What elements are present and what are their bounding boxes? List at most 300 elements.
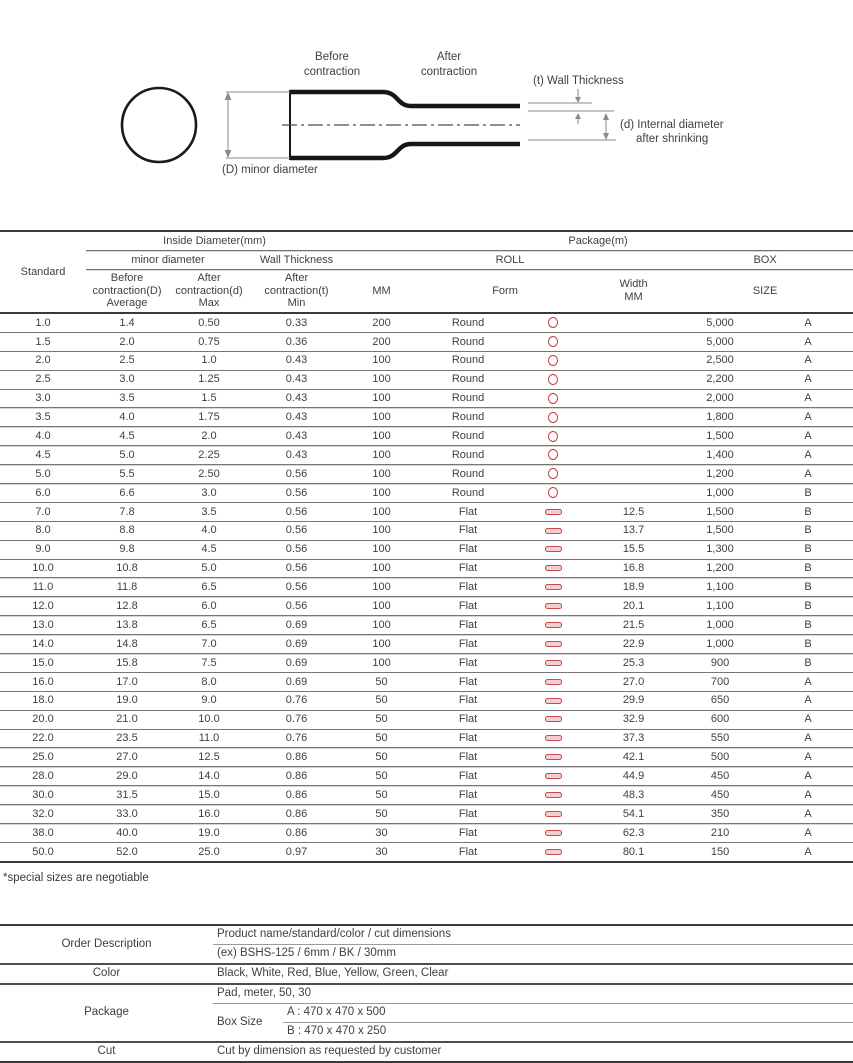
mm-cell: 100: [343, 389, 420, 408]
standard-cell: 3.5: [0, 408, 86, 427]
mm-cell: 100: [343, 502, 420, 521]
mm-cell: 50: [343, 729, 420, 748]
form-cell: Flat: [420, 635, 516, 654]
header-after-max-l1: After: [197, 272, 221, 285]
max-after-cell: 3.0: [168, 484, 250, 503]
min-wall-cell: 0.69: [250, 672, 343, 691]
form-symbol-cell: [516, 351, 590, 370]
form-cell: Flat: [420, 805, 516, 824]
form-cell: Round: [420, 427, 516, 446]
spec-row: [0, 842, 853, 861]
flat-symbol-icon: [545, 641, 562, 647]
form-symbol-cell: [516, 389, 590, 408]
qty-cell: 2,500: [677, 351, 763, 370]
standard-cell: 12.0: [0, 597, 86, 616]
mm-cell: 100: [343, 654, 420, 673]
mm-cell: 100: [343, 597, 420, 616]
standard-cell: 13.0: [0, 616, 86, 635]
min-wall-cell: 0.56: [250, 597, 343, 616]
flat-symbol-icon: [545, 546, 562, 552]
order-description-row-1: [0, 925, 853, 945]
order-description-label: Order Description: [0, 925, 213, 964]
standard-cell: 50.0: [0, 842, 86, 861]
form-symbol-cell: [516, 729, 590, 748]
size-cell: A: [763, 389, 853, 408]
header-row-2: [0, 251, 853, 270]
form-symbol-cell: [516, 578, 590, 597]
form-cell: Flat: [420, 654, 516, 673]
header-box: BOX: [677, 251, 853, 270]
form-symbol-cell: [516, 805, 590, 824]
round-symbol-icon: [548, 355, 558, 366]
width-cell: 80.1: [590, 842, 677, 861]
mm-cell: 100: [343, 427, 420, 446]
max-after-cell: 7.5: [168, 654, 250, 673]
width-cell: [590, 313, 677, 332]
standard-cell: 8.0: [0, 521, 86, 540]
width-cell: [590, 351, 677, 370]
form-cell: Flat: [420, 578, 516, 597]
form-cell: Round: [420, 370, 516, 389]
qty-cell: 1,500: [677, 427, 763, 446]
qty-cell: 2,000: [677, 389, 763, 408]
min-wall-cell: 0.56: [250, 465, 343, 484]
min-wall-cell: 0.56: [250, 502, 343, 521]
color-label: Color: [0, 964, 213, 984]
mm-cell: 200: [343, 313, 420, 332]
spec-row: [0, 351, 853, 370]
package-label: Package: [0, 984, 213, 1042]
max-after-cell: 1.0: [168, 351, 250, 370]
max-after-cell: 16.0: [168, 805, 250, 824]
max-after-cell: 1.25: [168, 370, 250, 389]
spec-row: [0, 786, 853, 805]
qty-cell: 450: [677, 767, 763, 786]
header-wall-thickness: Wall Thickness: [250, 251, 343, 270]
form-symbol-cell: [516, 635, 590, 654]
width-cell: [590, 484, 677, 503]
standard-cell: 28.0: [0, 767, 86, 786]
mm-cell: 50: [343, 748, 420, 767]
mm-cell: 30: [343, 842, 420, 861]
form-symbol-cell: [516, 559, 590, 578]
max-after-cell: 7.0: [168, 635, 250, 654]
min-wall-cell: 0.43: [250, 446, 343, 465]
avg-before-cell: 21.0: [86, 710, 168, 729]
qty-cell: 450: [677, 786, 763, 805]
round-symbol-icon: [548, 449, 558, 460]
width-cell: 42.1: [590, 748, 677, 767]
form-cell: Round: [420, 465, 516, 484]
round-symbol-icon: [548, 393, 558, 404]
round-symbol-icon: [548, 317, 558, 328]
header-minor-diameter: minor diameter: [86, 251, 250, 270]
box-size-b: B : 470 x 470 x 250: [283, 1023, 853, 1043]
max-after-cell: 2.50: [168, 465, 250, 484]
order-description-line2: (ex) BSHS-125 / 6mm / BK / 30mm: [213, 945, 853, 965]
mm-cell: 50: [343, 805, 420, 824]
mm-cell: 50: [343, 710, 420, 729]
max-after-cell: 2.0: [168, 427, 250, 446]
max-after-cell: 14.0: [168, 767, 250, 786]
width-cell: 13.7: [590, 521, 677, 540]
size-cell: B: [763, 502, 853, 521]
min-wall-cell: 0.56: [250, 484, 343, 503]
standard-cell: 32.0: [0, 805, 86, 824]
form-symbol-cell: [516, 767, 590, 786]
spec-row: [0, 824, 853, 843]
width-cell: 25.3: [590, 654, 677, 673]
size-cell: A: [763, 824, 853, 843]
form-cell: Flat: [420, 729, 516, 748]
spec-row: [0, 578, 853, 597]
max-after-cell: 3.5: [168, 502, 250, 521]
spec-row: [0, 484, 853, 503]
avg-before-cell: 13.8: [86, 616, 168, 635]
spec-row: [0, 408, 853, 427]
flat-symbol-icon: [545, 735, 562, 741]
standard-cell: 4.0: [0, 427, 86, 446]
qty-cell: 1,100: [677, 597, 763, 616]
mm-cell: 100: [343, 484, 420, 503]
mm-cell: 100: [343, 521, 420, 540]
qty-cell: 1,300: [677, 540, 763, 559]
size-cell: A: [763, 805, 853, 824]
min-wall-cell: 0.76: [250, 710, 343, 729]
min-wall-cell: 0.76: [250, 729, 343, 748]
min-wall-cell: 0.56: [250, 578, 343, 597]
standard-cell: 7.0: [0, 502, 86, 521]
form-cell: Flat: [420, 767, 516, 786]
standard-cell: 9.0: [0, 540, 86, 559]
avg-before-cell: 31.5: [86, 786, 168, 805]
max-after-cell: 9.0: [168, 691, 250, 710]
form-cell: Round: [420, 313, 516, 332]
form-cell: Round: [420, 389, 516, 408]
size-cell: B: [763, 635, 853, 654]
spec-row: [0, 654, 853, 673]
color-row: [0, 964, 853, 984]
size-cell: A: [763, 786, 853, 805]
form-symbol-cell: [516, 313, 590, 332]
form-symbol-cell: [516, 710, 590, 729]
avg-before-cell: 17.0: [86, 672, 168, 691]
size-cell: B: [763, 540, 853, 559]
form-symbol-cell: [516, 427, 590, 446]
mm-cell: 100: [343, 578, 420, 597]
mm-cell: 100: [343, 635, 420, 654]
qty-cell: 1,000: [677, 635, 763, 654]
standard-cell: 4.5: [0, 446, 86, 465]
form-symbol-cell: [516, 446, 590, 465]
spec-row: [0, 540, 853, 559]
round-symbol-icon: [548, 487, 558, 498]
cut-label: Cut: [97, 1045, 116, 1058]
form-cell: Round: [420, 408, 516, 427]
min-wall-cell: 0.56: [250, 540, 343, 559]
width-cell: [590, 465, 677, 484]
header-before-avg-l1: Before: [110, 272, 144, 285]
header-after-max-l3: Max: [198, 297, 220, 310]
min-wall-cell: 0.86: [250, 786, 343, 805]
avg-before-cell: 6.6: [86, 484, 168, 503]
width-cell: 15.5: [590, 540, 677, 559]
round-symbol-icon: [548, 412, 558, 423]
round-symbol-icon: [548, 336, 558, 347]
size-cell: A: [763, 313, 853, 332]
qty-cell: 600: [677, 710, 763, 729]
size-cell: A: [763, 351, 853, 370]
before-contraction-label: Before: [315, 51, 349, 63]
mm-cell: 50: [343, 672, 420, 691]
mm-cell: 30: [343, 824, 420, 843]
form-cell: Flat: [420, 502, 516, 521]
spec-row: [0, 502, 853, 521]
qty-cell: 5,000: [677, 332, 763, 351]
size-cell: A: [763, 710, 853, 729]
shrink-tube-diagram: [0, 0, 853, 225]
size-cell: B: [763, 484, 853, 503]
avg-before-cell: 5.5: [86, 465, 168, 484]
header-before-avg: [86, 270, 168, 314]
avg-before-cell: 40.0: [86, 824, 168, 843]
avg-before-cell: 23.5: [86, 729, 168, 748]
form-cell: Flat: [420, 748, 516, 767]
width-cell: [590, 408, 677, 427]
form-symbol-cell: [516, 370, 590, 389]
standard-cell: 25.0: [0, 748, 86, 767]
form-cell: Flat: [420, 540, 516, 559]
form-cell: Flat: [420, 597, 516, 616]
width-cell: 22.9: [590, 635, 677, 654]
internal-diameter-label: (d) Internal diameter: [620, 119, 724, 131]
header-width-mm: [590, 270, 677, 314]
avg-before-cell: 4.5: [86, 427, 168, 446]
header-after-min-l1: After: [284, 272, 309, 285]
spec-row: [0, 370, 853, 389]
flat-symbol-icon: [545, 830, 562, 836]
mm-cell: 100: [343, 446, 420, 465]
qty-cell: 500: [677, 748, 763, 767]
avg-before-cell: 9.8: [86, 540, 168, 559]
width-cell: [590, 427, 677, 446]
form-symbol-cell: [516, 691, 590, 710]
spec-table-body: [0, 313, 853, 862]
mm-cell: 50: [343, 767, 420, 786]
min-wall-cell: 0.33: [250, 313, 343, 332]
spec-row: [0, 427, 853, 446]
flat-symbol-icon: [545, 773, 562, 779]
min-wall-cell: 0.43: [250, 408, 343, 427]
after-contraction-label-2: contraction: [420, 66, 478, 78]
mm-cell: 200: [343, 332, 420, 351]
form-symbol-cell: [516, 502, 590, 521]
min-wall-cell: 0.76: [250, 691, 343, 710]
flat-symbol-icon: [545, 679, 562, 685]
header-before-avg-l2: contraction(D): [92, 284, 162, 297]
avg-before-cell: 7.8: [86, 502, 168, 521]
avg-before-cell: 33.0: [86, 805, 168, 824]
width-cell: [590, 446, 677, 465]
form-symbol-cell: [516, 408, 590, 427]
width-cell: 12.5: [590, 502, 677, 521]
form-symbol-cell: [516, 484, 590, 503]
size-cell: A: [763, 729, 853, 748]
spec-row: [0, 805, 853, 824]
wall-thickness-dimension: [528, 89, 614, 124]
spec-row: [0, 729, 853, 748]
avg-before-cell: 52.0: [86, 842, 168, 861]
max-after-cell: 6.0: [168, 597, 250, 616]
min-wall-cell: 0.69: [250, 654, 343, 673]
standard-cell: 11.0: [0, 578, 86, 597]
qty-cell: 150: [677, 842, 763, 861]
standard-cell: 18.0: [0, 691, 86, 710]
spec-row: [0, 597, 853, 616]
min-wall-cell: 0.86: [250, 748, 343, 767]
qty-cell: 1,400: [677, 446, 763, 465]
standard-cell: 16.0: [0, 672, 86, 691]
avg-before-cell: 27.0: [86, 748, 168, 767]
flat-symbol-icon: [545, 528, 562, 534]
avg-before-cell: 8.8: [86, 521, 168, 540]
size-cell: A: [763, 370, 853, 389]
header-row-3: [0, 270, 853, 314]
avg-before-cell: 4.0: [86, 408, 168, 427]
box-size-a: A : 470 x 470 x 500: [283, 1004, 853, 1023]
max-after-cell: 2.25: [168, 446, 250, 465]
form-cell: Flat: [420, 559, 516, 578]
qty-cell: 210: [677, 824, 763, 843]
size-cell: A: [763, 748, 853, 767]
after-contraction-label: After: [436, 51, 462, 63]
max-after-cell: 10.0: [168, 710, 250, 729]
spec-row: [0, 672, 853, 691]
min-wall-cell: 0.86: [250, 805, 343, 824]
round-symbol-icon: [548, 431, 558, 442]
max-after-cell: 15.0: [168, 786, 250, 805]
width-cell: [590, 370, 677, 389]
size-cell: A: [763, 691, 853, 710]
form-cell: Round: [420, 332, 516, 351]
header-mm: MM: [343, 270, 420, 314]
max-after-cell: 6.5: [168, 616, 250, 635]
avg-before-cell: 3.5: [86, 389, 168, 408]
flat-symbol-icon: [545, 754, 562, 760]
max-after-cell: 0.50: [168, 313, 250, 332]
size-cell: B: [763, 521, 853, 540]
max-after-cell: 4.0: [168, 521, 250, 540]
header-standard: Standard: [0, 231, 86, 313]
size-cell: A: [763, 842, 853, 861]
form-symbol-cell: [516, 824, 590, 843]
width-cell: 29.9: [590, 691, 677, 710]
flat-symbol-icon: [545, 565, 562, 571]
form-symbol-cell: [516, 672, 590, 691]
form-symbol-cell: [516, 842, 590, 861]
standard-cell: 2.5: [0, 370, 86, 389]
size-cell: B: [763, 654, 853, 673]
order-table: [0, 924, 853, 1063]
size-cell: A: [763, 427, 853, 446]
spec-row: [0, 616, 853, 635]
flat-symbol-icon: [545, 849, 562, 855]
qty-cell: 1,500: [677, 521, 763, 540]
standard-cell: 3.0: [0, 389, 86, 408]
mm-cell: 100: [343, 351, 420, 370]
standard-cell: 2.0: [0, 351, 86, 370]
max-after-cell: 1.75: [168, 408, 250, 427]
width-cell: 16.8: [590, 559, 677, 578]
standard-cell: 22.0: [0, 729, 86, 748]
form-cell: Round: [420, 446, 516, 465]
min-wall-cell: 0.86: [250, 767, 343, 786]
size-cell: B: [763, 559, 853, 578]
min-wall-cell: 0.69: [250, 616, 343, 635]
form-cell: Flat: [420, 842, 516, 861]
avg-before-cell: 3.0: [86, 370, 168, 389]
min-wall-cell: 0.97: [250, 842, 343, 861]
width-cell: [590, 332, 677, 351]
min-wall-cell: 0.56: [250, 559, 343, 578]
size-cell: B: [763, 597, 853, 616]
header-after-min: [250, 270, 343, 314]
standard-cell: 6.0: [0, 484, 86, 503]
form-cell: Flat: [420, 691, 516, 710]
flat-symbol-icon: [545, 584, 562, 590]
avg-before-cell: 5.0: [86, 446, 168, 465]
form-symbol-cell: [516, 332, 590, 351]
minor-diameter-dimension: [225, 92, 290, 158]
min-wall-cell: 0.43: [250, 370, 343, 389]
size-cell: A: [763, 446, 853, 465]
mm-cell: 100: [343, 370, 420, 389]
flat-symbol-icon: [545, 509, 562, 515]
minor-diameter-label: (D) minor diameter: [222, 164, 318, 176]
round-symbol-icon: [548, 374, 558, 385]
min-wall-cell: 0.86: [250, 824, 343, 843]
flat-symbol-icon: [545, 622, 562, 628]
internal-diameter-label-2: after shrinking: [636, 133, 709, 145]
header-after-max-l2: contraction(d): [175, 284, 243, 297]
spec-row: [0, 748, 853, 767]
spec-row: [0, 710, 853, 729]
width-cell: 18.9: [590, 578, 677, 597]
special-sizes-note: *special sizes are negotiable: [3, 872, 149, 884]
max-after-cell: 19.0: [168, 824, 250, 843]
standard-cell: 5.0: [0, 465, 86, 484]
spec-table: [0, 230, 853, 863]
spec-row: [0, 465, 853, 484]
header-after-max: [168, 270, 250, 314]
max-after-cell: 5.0: [168, 559, 250, 578]
width-cell: 54.1: [590, 805, 677, 824]
max-after-cell: 4.5: [168, 540, 250, 559]
form-symbol-cell: [516, 786, 590, 805]
qty-cell: 1,800: [677, 408, 763, 427]
standard-cell: 30.0: [0, 786, 86, 805]
package-line1: Pad, meter, 50, 30: [213, 984, 853, 1004]
standard-cell: 14.0: [0, 635, 86, 654]
standard-cell: 15.0: [0, 654, 86, 673]
header-width-mm-l1: Width: [619, 278, 648, 291]
form-cell: Flat: [420, 786, 516, 805]
header-after-min-l3: Min: [287, 297, 306, 310]
header-width-mm-l2: MM: [624, 291, 643, 303]
width-cell: 20.1: [590, 597, 677, 616]
min-wall-cell: 0.69: [250, 635, 343, 654]
form-symbol-cell: [516, 597, 590, 616]
